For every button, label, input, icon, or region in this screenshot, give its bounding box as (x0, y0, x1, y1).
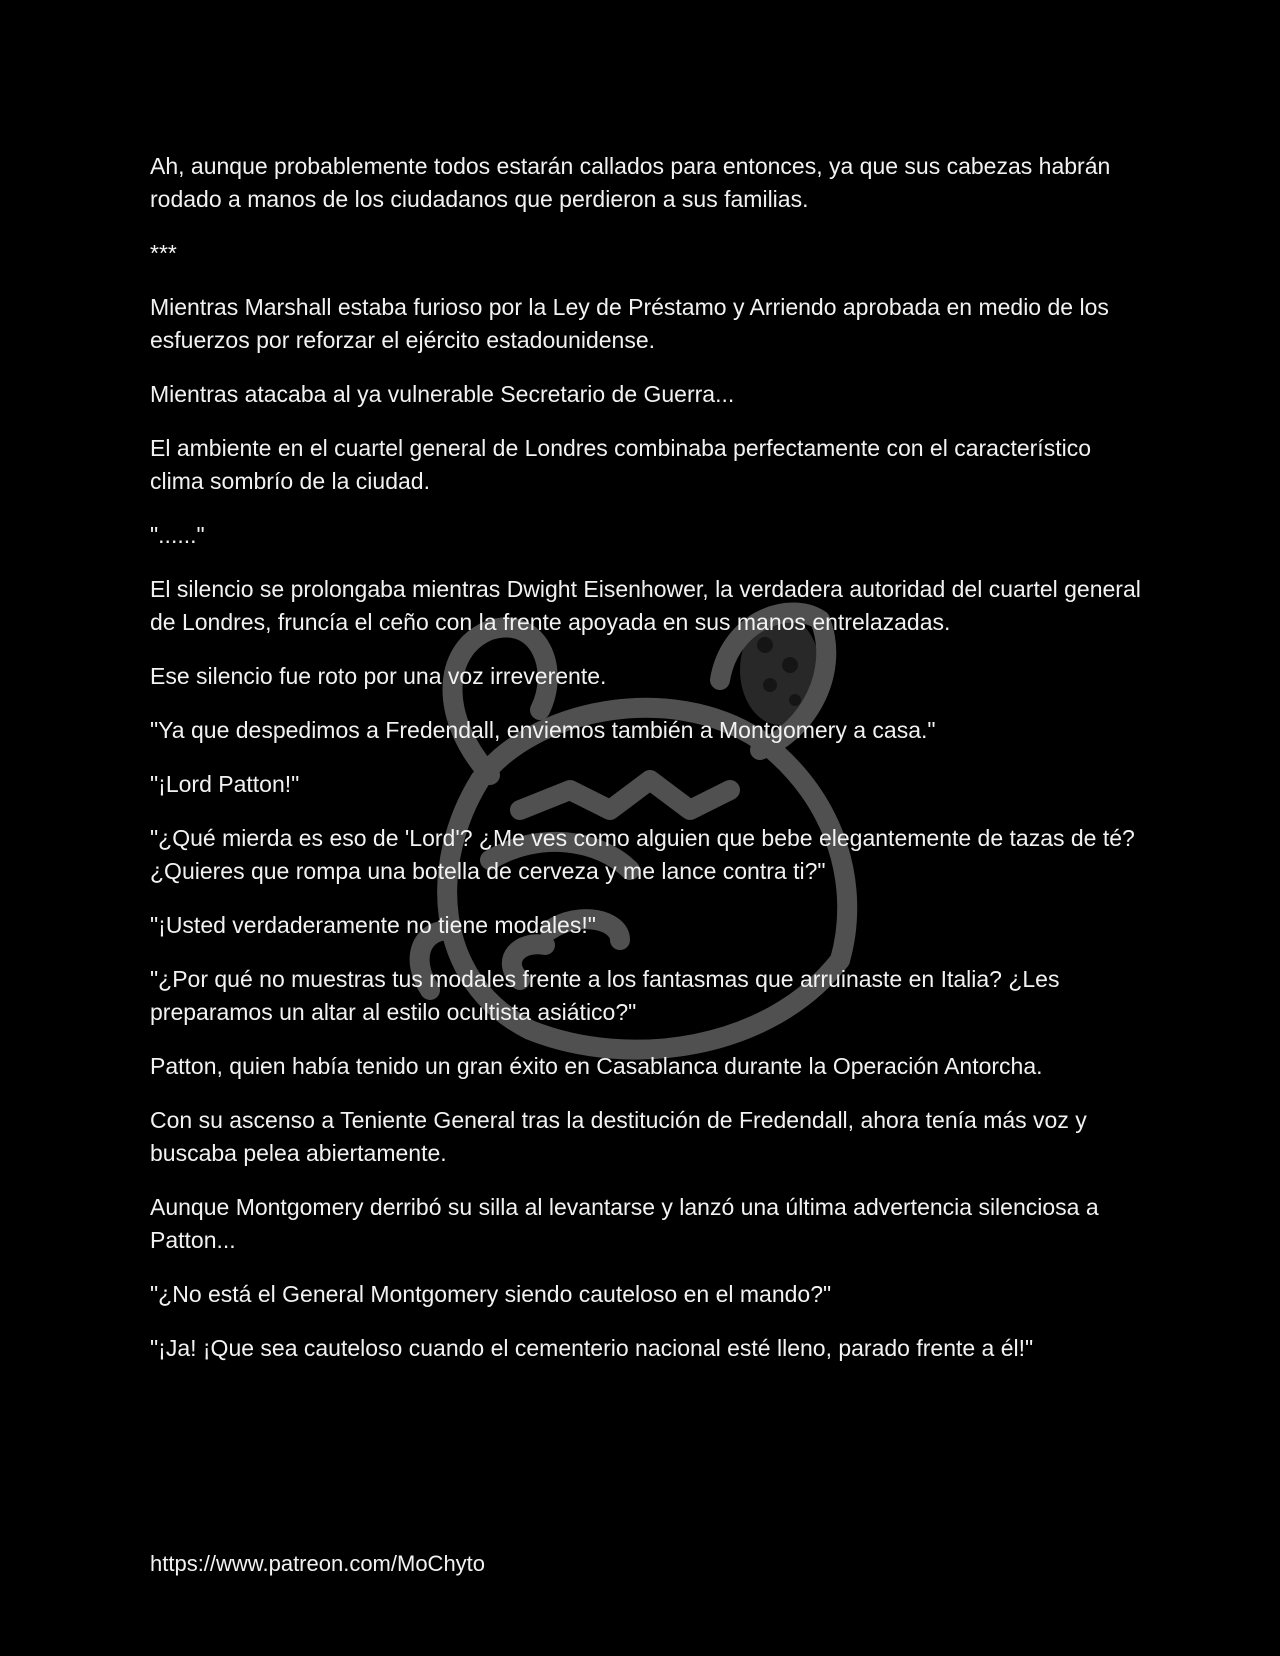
paragraph: "¡Lord Patton!" (150, 771, 300, 797)
paragraph: El ambiente en el cuartel general de Londres combinaba perfectamente con el característico clima sombrío de la ciudad. (150, 435, 1091, 494)
paragraph: "Ya que despedimos a Fredendall, enviemos también a Montgomery a casa." (150, 717, 936, 743)
scene-break: *** (150, 240, 177, 266)
paragraph: "¿Qué mierda es eso de 'Lord'? ¿Me ves como alguien que bebe elegantemente de tazas de té? ¿Quieres que rompa una botella de cerveza y me lance contra ti?" (150, 825, 1135, 884)
paragraph: Mientras atacaba al ya vulnerable Secretario de Guerra... (150, 381, 735, 407)
paragraph: Aunque Montgomery derribó su silla al levantarse y lanzó una última advertencia silenciosa a Patton... (150, 1194, 1099, 1253)
paragraph: Ese silencio fue roto por una voz irreverente. (150, 663, 607, 689)
paragraph: "¿Por qué no muestras tus modales frente a los fantasmas que arruinaste en Italia? ¿Les preparamos un altar al estilo ocultista asiático?" (150, 966, 1060, 1025)
paragraph: Mientras Marshall estaba furioso por la Ley de Préstamo y Arriendo aprobada en medio de los esfuerzos por reforzar el ejército estadounidense. (150, 294, 1109, 353)
paragraph: "......" (150, 522, 205, 548)
paragraph: Patton, quien había tenido un gran éxito en Casablanca durante la Operación Antorcha. (150, 1053, 1043, 1079)
paragraph: Con su ascenso a Teniente General tras la destitución de Fredendall, ahora tenía más voz y buscaba pelea abiertamente. (150, 1107, 1087, 1166)
patreon-link[interactable]: https://www.patreon.com/MoChyto (150, 1551, 486, 1576)
paragraph: Ah, aunque probablemente todos estarán callados para entonces, ya que sus cabezas habrán rodado a manos de los ciudadanos que perdieron a sus familias. (150, 153, 1111, 212)
paragraph: "¿No está el General Montgomery siendo cauteloso en el mando?" (150, 1281, 832, 1307)
paragraph: "¡Usted verdaderamente no tiene modales!" (150, 912, 596, 938)
paragraph: "¡Ja! ¡Que sea cauteloso cuando el cementerio nacional esté lleno, parado frente a él!" (150, 1335, 1034, 1361)
chapter-text (150, 150, 1150, 1386)
paragraph: El silencio se prolongaba mientras Dwight Eisenhower, la verdadera autoridad del cuartel general de Londres, fruncía el ceño con la frente apoyada en sus manos entrelazadas. (150, 576, 1141, 635)
